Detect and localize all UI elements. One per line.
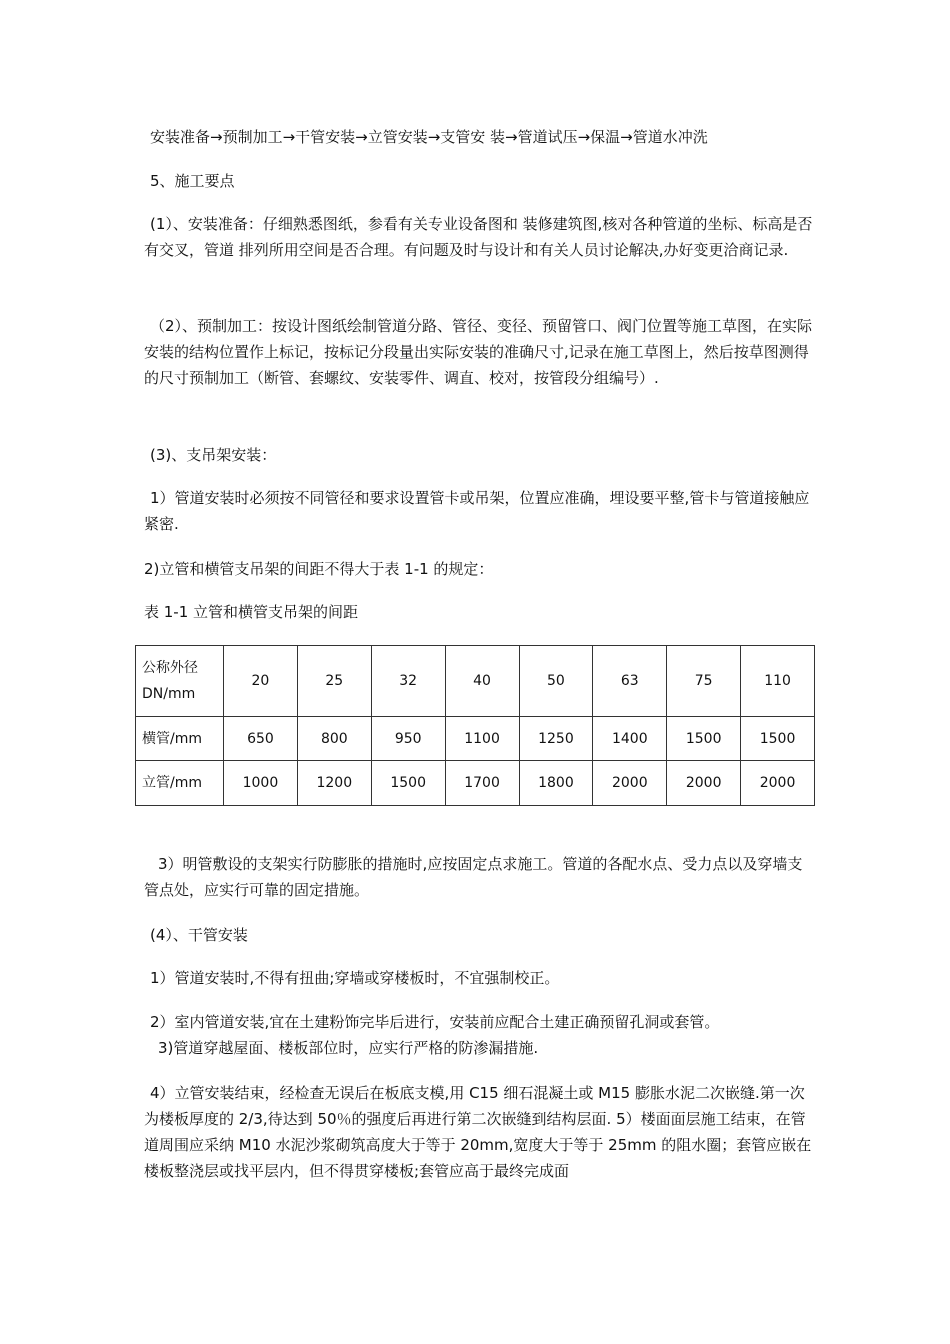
table-cell: 1400 [593,717,667,761]
table-cell: 25 [297,646,371,717]
table-cell: 800 [297,717,371,761]
section-heading: 5、施工要点 [150,172,235,190]
table-cell: 75 [667,646,741,717]
table-row [136,646,815,717]
paragraph-prefabrication: （2）、预制加工：按设计图纸绘制管道分路、管径、变径、预留管口、阀门位置等施工草图，在实际安装的结构位置作上标记，按标记分段量出实际安装的准确尺寸,记录在施工草图上，然后按草图测得的尺寸预制加工（断管、套螺纹、安装零件、调直、校对，按管段分组编号）. [144,317,813,387]
paragraph-main-pipe-2: 2）室内管道安装,宜在土建粉饰完毕后进行，安装前应配合土建正确预留孔洞或套管。 [150,1013,720,1031]
paragraph-main-pipe: (4）、干管安装 [150,926,248,944]
table-cell: 2000 [741,761,815,806]
paragraph-support-3: 3）明管敷设的支架实行防膨胀的措施时,应按固定点求施工。管道的各配水点、受力点以及穿墙支管点处，应实行可靠的固定措施。 [144,855,803,899]
table-header-cell [136,646,224,717]
paragraph-support-2: 2)立管和横管支吊架的间距不得大于表 1-1 的规定： [144,560,494,578]
table-cell: 950 [371,717,445,761]
table-cell: 1500 [667,717,741,761]
paragraph-main-pipe-3: 3)管道穿越屋面、楼板部位时，应实行严格的防渗漏措施. [158,1039,539,1057]
table-cell: 1700 [445,761,519,806]
table-row [136,717,815,761]
table-cell: 2000 [667,761,741,806]
process-flow-line: 安装准备→预制加工→干管安装→立管安装→支管安 装→管道试压→保温→管道水冲洗 [150,128,708,146]
table-cell: 40 [445,646,519,717]
paragraph-support-install: (3)、支吊架安装： [150,446,277,464]
table-row-label: 立管/mm [136,761,224,806]
support-spacing-table [135,645,815,806]
paragraph-support-1: 1）管道安装时必须按不同管径和要求设置管卡或吊架，位置应准确，埋设要平整,管卡与管道接触应紧密. [144,489,810,533]
table-cell: 1250 [519,717,593,761]
table-cell: 1000 [224,761,298,806]
header-label-line2: DN/mm [142,686,196,702]
table-cell: 63 [593,646,667,717]
paragraph-main-pipe-1: 1）管道安装时,不得有扭曲;穿墙或穿楼板时，不宜强制校正。 [150,969,560,987]
table-cell: 1800 [519,761,593,806]
table-cell: 110 [741,646,815,717]
header-label-line1: 公称外径 [142,660,198,676]
paragraph-install-preparation: (1）、安装准备：仔细熟悉图纸，参看有关专业设备图和 装修建筑图,核对各种管道的坐标、标高是否有交叉，管道 排列所用空间是否合理。有问题及时与设计和有关人员讨论解决,办好变更洽商记录. [144,215,813,259]
table-cell: 20 [224,646,298,717]
paragraph-main-pipe-4: 4）立管安装结束，经检查无误后在板底支模,用 C15 细石混凝土或 M15 膨胀水泥二次嵌缝.第一次为楼板厚度的 2/3,待达到 50％的强度后再进行第二次嵌缝到结构层面. 5）楼面面层施工结束，在管道周围应采纳 M10 水泥沙浆砌筑高度大于等于 20mm,宽度大于等于 25mm 的阻水圈；套管应嵌在楼板整浇层或找平层内，但不得贯穿楼板;套管应高于最终完成面 [144,1084,812,1180]
table-cell: 1500 [371,761,445,806]
table-row [136,761,815,806]
table-cell: 650 [224,717,298,761]
table-cell: 32 [371,646,445,717]
table-cell: 1100 [445,717,519,761]
table-row-label: 横管/mm [136,717,224,761]
table-cell: 1200 [297,761,371,806]
table-cell: 2000 [593,761,667,806]
table-caption: 表 1-1 立管和横管支吊架的间距 [144,603,359,621]
table-cell: 50 [519,646,593,717]
table-cell: 1500 [741,717,815,761]
